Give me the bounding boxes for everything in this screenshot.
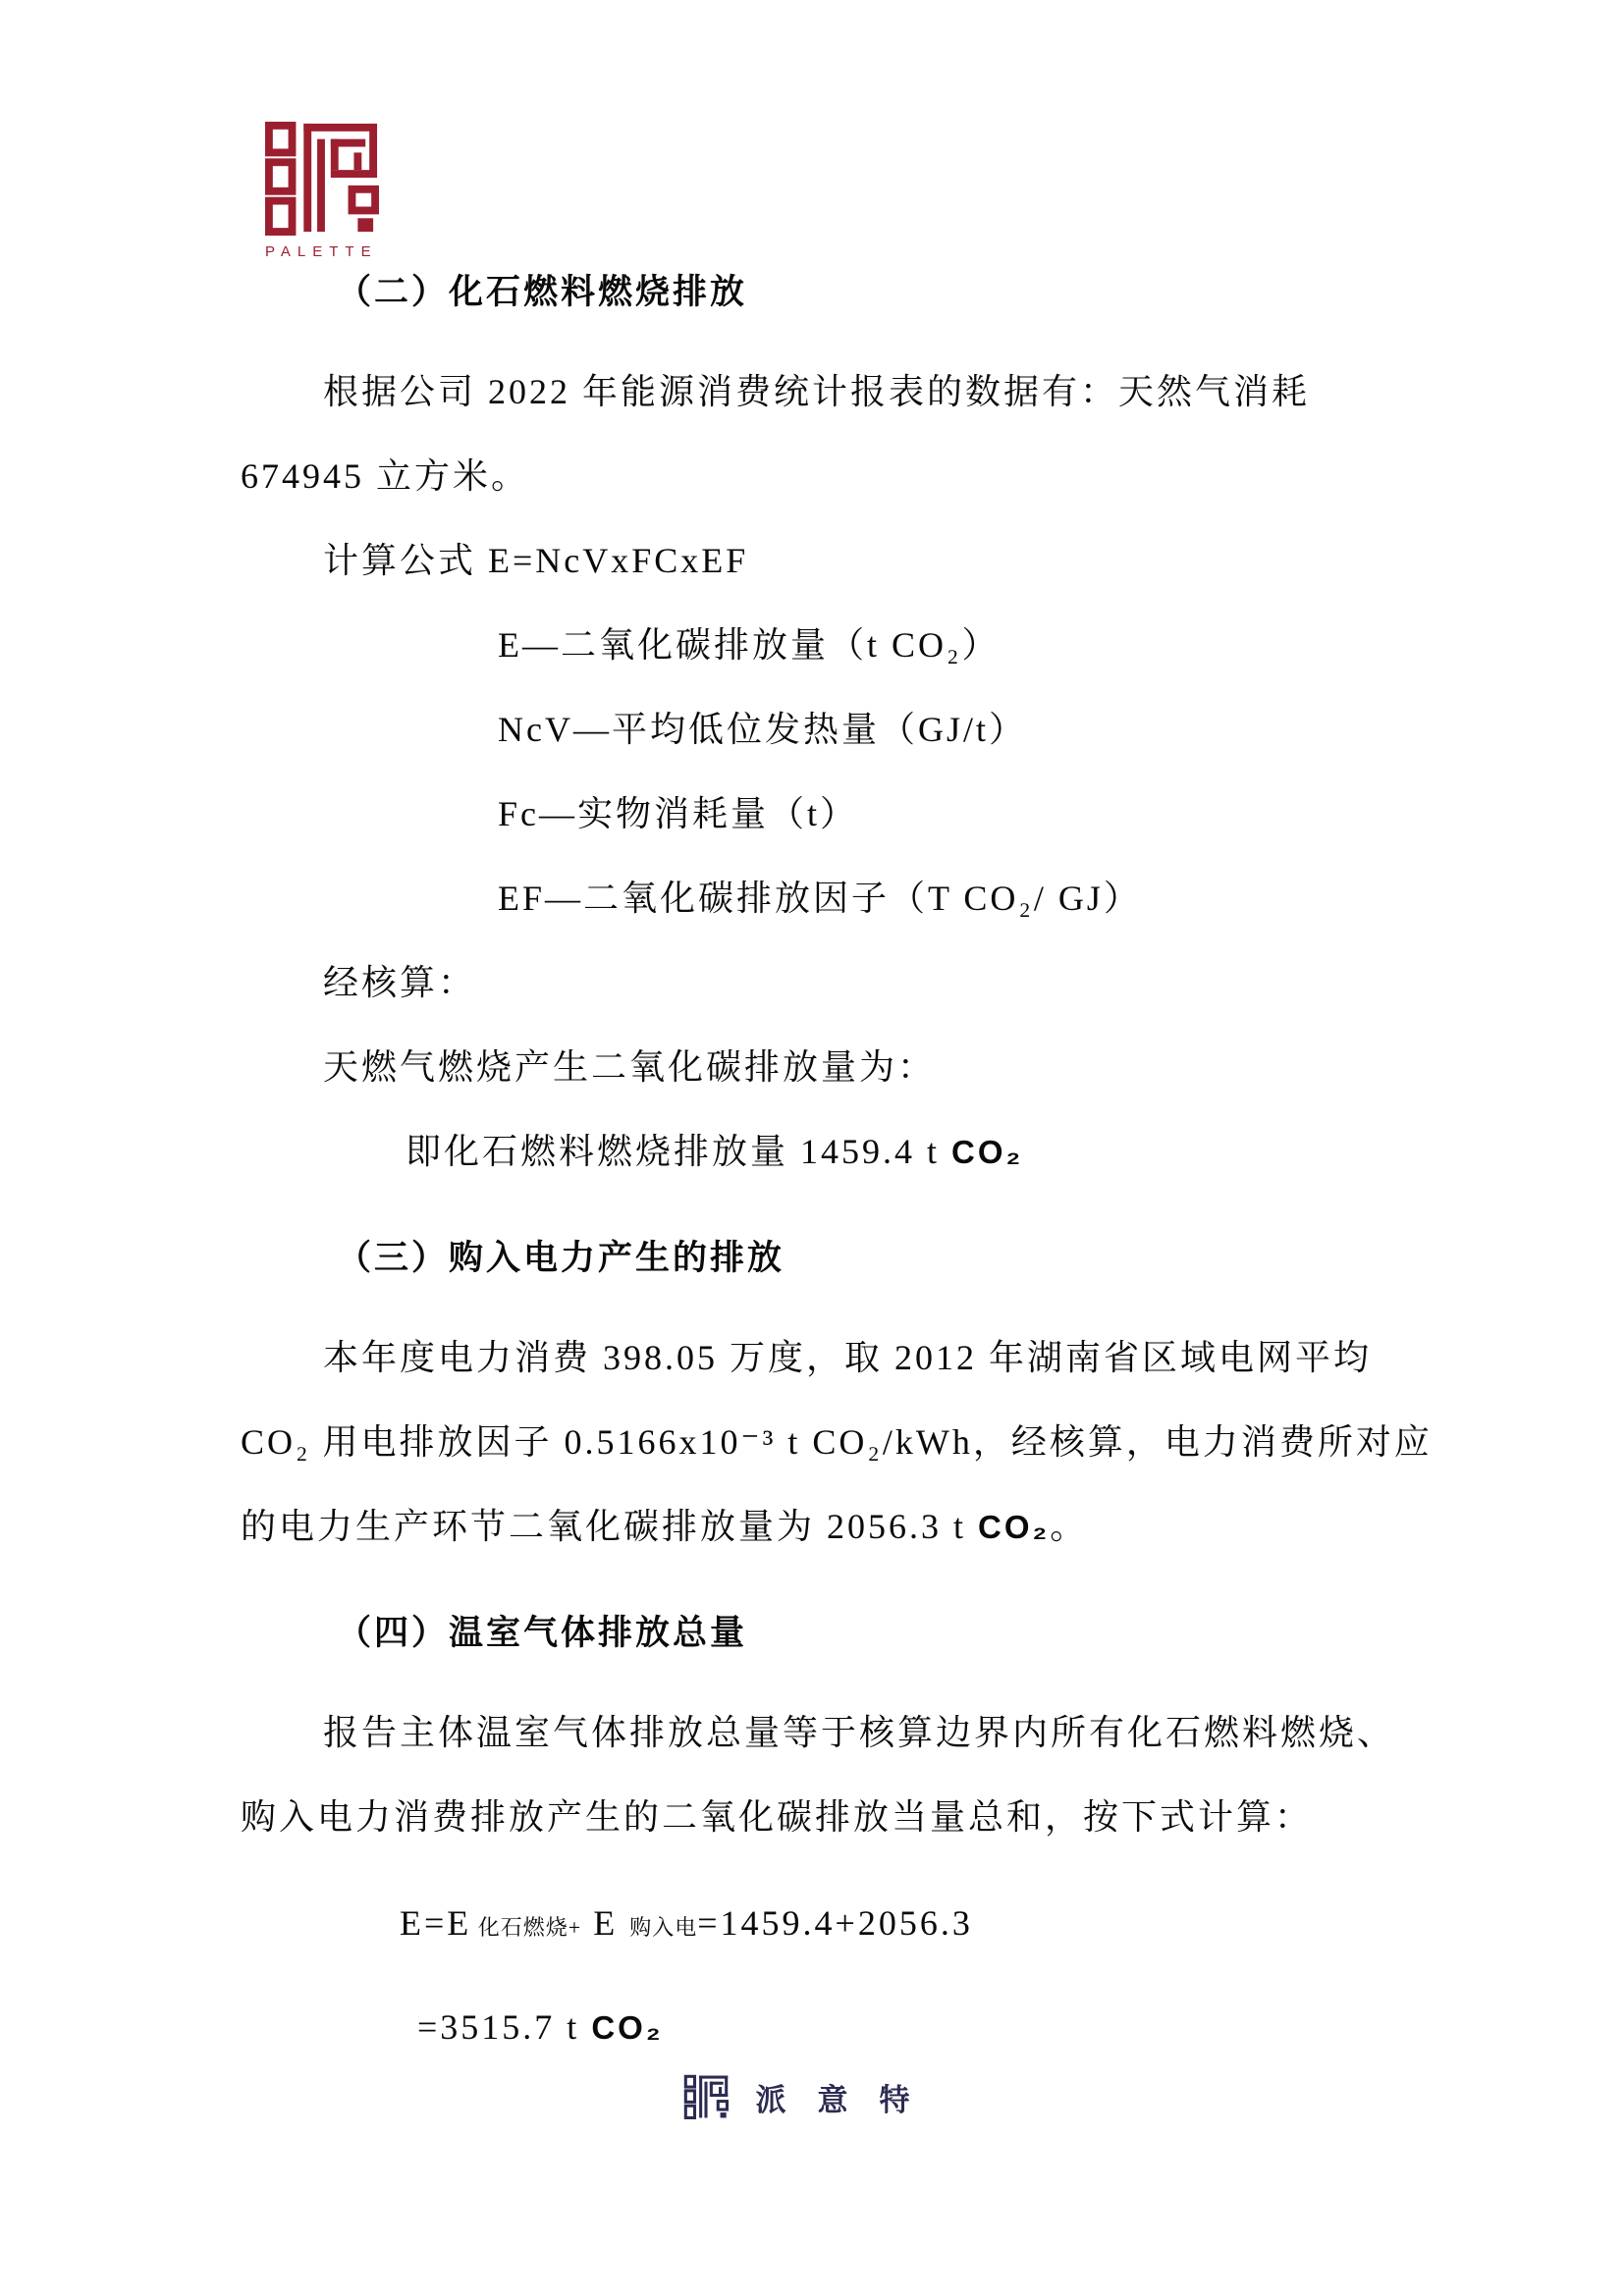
formula-intro-line: 计算公式 E=NcVxFCxEF — [323, 541, 749, 580]
section-heading-2: （二）化石燃料燃烧排放 — [337, 273, 748, 311]
footer-logo — [0, 2073, 1624, 2120]
equation-subscript: 购入电 — [629, 1915, 698, 1940]
equation-total-text: =3515.7 t — [417, 2007, 592, 2047]
paragraph-line: 本年度电力消费 398.05 万度，取 2012 年湖南省区域电网平均 — [323, 1338, 1373, 1377]
palette-wordmark: PALETTE — [265, 243, 378, 260]
paragraph-text: 的电力生产环节二氧化碳排放量为 2056.3 t — [241, 1507, 979, 1546]
equation-term: E — [581, 1903, 630, 1943]
paragraph-line: 根据公司 2022 年能源消费统计报表的数据有：天然气消耗 — [323, 372, 1311, 411]
definition-line: EF—二氧化碳排放因子（T CO₂/ GJ） — [498, 879, 1142, 918]
result-intro-line: 经核算： — [323, 963, 477, 1002]
equation-term: =1459.4+2056.3 — [697, 1903, 973, 1943]
result-value-text: 即化石燃料燃烧排放量 1459.4 t — [406, 1132, 952, 1171]
definition-line: Fc—实物消耗量（t） — [498, 794, 859, 833]
equation-subscript: 化石燃烧+ — [471, 1915, 582, 1940]
co2-unit: CO₂ — [591, 2009, 664, 2046]
equation-total-line — [241, 1985, 1419, 2069]
palette-logo-icon — [263, 118, 379, 238]
paragraph-line — [241, 1484, 1419, 1569]
footer-brand-text: 派意特 — [755, 2082, 942, 2117]
section-heading-3: （三）购入电力产生的排放 — [337, 1239, 785, 1277]
co2-unit: CO₂ — [978, 1509, 1051, 1545]
paragraph-text: 。 — [1050, 1507, 1089, 1546]
result-line: 天燃气燃烧产生二氧化碳排放量为： — [323, 1047, 937, 1087]
header-logo — [263, 118, 381, 260]
definition-line: E—二氧化碳排放量（t CO₂） — [498, 625, 1001, 665]
co2-unit: CO₂ — [951, 1134, 1024, 1170]
paragraph-line: CO₂ 用电排放因子 0.5166x10⁻³ t CO₂/kWh，经核算，电力消费所对应 — [241, 1422, 1433, 1462]
paragraph-line: 报告主体温室气体排放总量等于核算边界内所有化石燃料燃烧、 — [323, 1713, 1396, 1752]
paragraph-line: 674945 立方米。 — [241, 456, 530, 496]
document-body — [241, 253, 1433, 2069]
paragraph-line: 购入电力消费排放产生的二氧化碳排放当量总和，按下式计算： — [241, 1797, 1314, 1837]
footer-logo-icon — [683, 2073, 729, 2120]
definition-line: NcV—平均低位发热量（GJ/t） — [498, 710, 1027, 749]
result-value-line — [241, 1109, 1419, 1194]
section-heading-4: （四）温室气体排放总量 — [337, 1614, 748, 1652]
equation-term: E=E — [400, 1903, 472, 1943]
equation-line — [241, 1881, 1419, 1965]
